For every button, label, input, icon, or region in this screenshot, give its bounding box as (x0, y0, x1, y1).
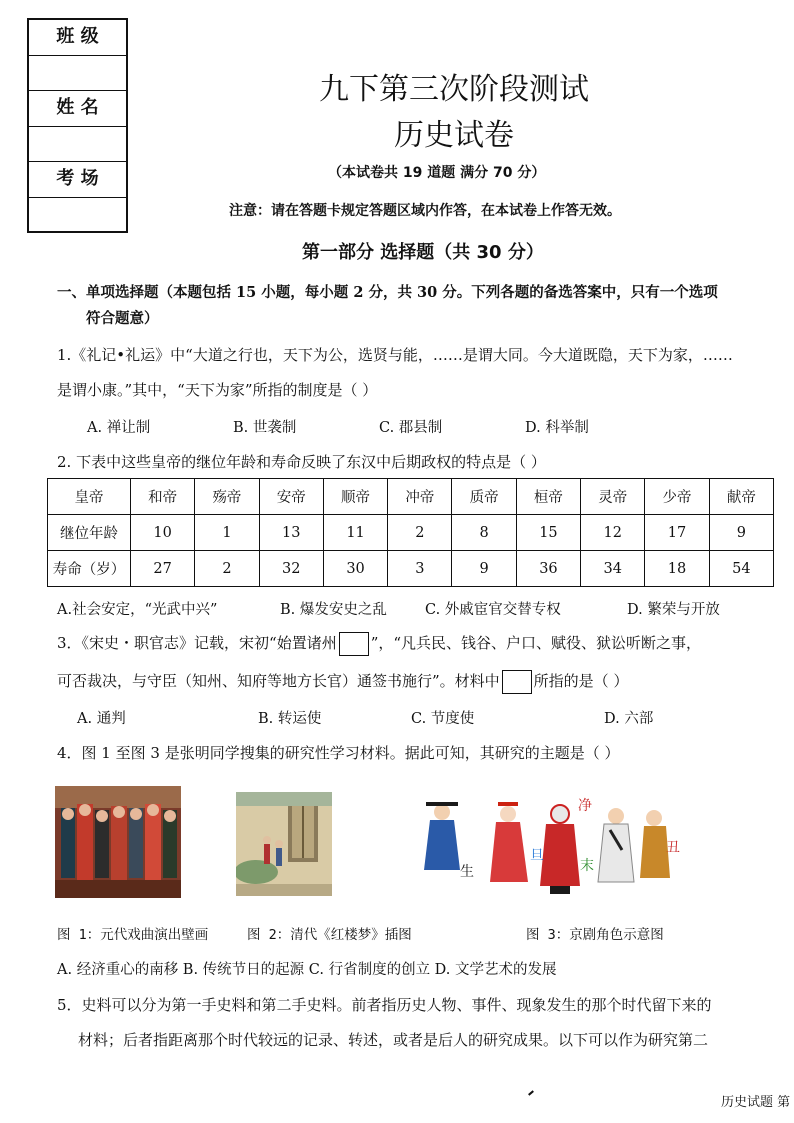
table-cell: 12 (581, 515, 645, 551)
page-footer: 历史试题 第 (721, 1095, 791, 1110)
q3-line2 (57, 670, 628, 694)
q2-option-b[interactable]: B. 爆发安史之乱 (280, 602, 387, 618)
table-cell: 8 (452, 515, 516, 551)
q1-option-d[interactable]: D. 科举制 (525, 420, 589, 436)
table-cell: 寿命（岁） (48, 551, 131, 587)
table-cell: 15 (516, 515, 580, 551)
sheng-figure (424, 804, 460, 870)
q2-stem: 2. 下表中这些皇帝的继位年龄和寿命反映了东汉中后期政权的特点是（ ） (57, 453, 546, 471)
table-cell: 献帝 (709, 479, 773, 515)
q3-blank-1 (339, 632, 369, 656)
emperor-table (47, 478, 774, 587)
q1-option-b[interactable]: B. 世袭制 (233, 420, 297, 436)
table-row (48, 515, 774, 551)
q3-option-c[interactable]: C. 节度使 (411, 711, 475, 727)
label-jing: 净 (578, 798, 592, 814)
q3-option-b[interactable]: B. 转运使 (258, 711, 322, 727)
figure2-caption: 图 2：清代《红楼梦》插图 (247, 927, 412, 943)
table-cell: 皇帝 (48, 479, 131, 515)
q3-line1-start: 3．《宋史・职官志》记载，宋初“始置诸州 (57, 634, 337, 652)
table-cell: 继位年龄 (48, 515, 131, 551)
q5-line1: 5．史料可以分为第一手史料和第二手史料。前者指历史人物、事件、现象发生的那个时代留下来的 (57, 996, 712, 1014)
table-cell: 27 (131, 551, 195, 587)
q3-line1-end: ”，“凡兵民、钱谷、户口、赋役、狱讼听断之事， (370, 634, 702, 652)
table-cell: 1 (195, 515, 259, 551)
table-cell: 18 (645, 551, 709, 587)
q2-option-a[interactable]: A.社会安定，“光武中兴” (57, 602, 218, 618)
table-cell: 顺帝 (323, 479, 387, 515)
table-cell: 36 (516, 551, 580, 587)
figure1-caption: 图 1：元代戏曲演出壁画 (57, 927, 209, 943)
q1-line1: 1.《礼记•礼运》中“大道之行也，天下为公，选贤与能，……是谓大同。今大道既隐，天下为家，…… (57, 346, 733, 364)
table-cell: 质帝 (452, 479, 516, 515)
table-cell: 安帝 (259, 479, 323, 515)
exam-notice: 注意：请在答题卡规定答题区域内作答，在本试卷上作答无效。 (229, 203, 621, 219)
q2-option-c[interactable]: C. 外戚宦官交替专权 (425, 602, 561, 618)
exam-info: （本试卷共 19 道题 满分 70 分） (328, 165, 546, 181)
q4-stem: 4．图 1 至图 3 是张明同学搜集的研究性学习材料。据此可知，其研究的主题是（ ） (57, 744, 620, 762)
table-cell: 9 (709, 515, 773, 551)
figure3-opera-roles-image (420, 790, 686, 900)
q1-option-a[interactable]: A. 禅让制 (87, 420, 151, 436)
dan-figure (490, 804, 528, 882)
label-mo: 末 (580, 858, 594, 874)
label-chou: 丑 (666, 840, 680, 856)
table-row (48, 551, 774, 587)
q2-option-d[interactable]: D. 繁荣与开放 (627, 602, 720, 618)
q3-option-a[interactable]: A. 通判 (77, 711, 126, 727)
table-cell: 32 (259, 551, 323, 587)
stray-mark (528, 1090, 534, 1095)
q1-line2: 是谓小康。”其中，“天下为家”所指的制度是（ ） (57, 381, 378, 399)
mo-figure (598, 808, 634, 882)
table-cell: 17 (645, 515, 709, 551)
table-cell: 11 (323, 515, 387, 551)
q3-blank-2 (502, 670, 532, 694)
table-cell: 3 (388, 551, 452, 587)
jing-figure (540, 805, 580, 894)
section-instructions-1: 一、单项选择题（本题包括 15 小题，每小题 2 分，共 30 分。下列各题的备选答案中，只有一个选项 (57, 284, 718, 301)
table-cell: 冲帝 (388, 479, 452, 515)
table-cell: 和帝 (131, 479, 195, 515)
table-cell: 9 (452, 551, 516, 587)
table-cell: 2 (195, 551, 259, 587)
table-cell: 30 (323, 551, 387, 587)
q5-line2: 材料；后者指距离那个时代较远的记录、转述，或者是后人的研究成果。以下可以作为研究第二 (78, 1031, 709, 1049)
room-field[interactable] (29, 198, 126, 234)
q4-options[interactable]: A. 经济重心的南移 B. 传统节日的起源 C. 行省制度的创立 D. 文学艺术的发展 (57, 962, 557, 978)
figure3-caption: 图 3：京剧角色示意图 (526, 927, 664, 943)
q3-line2-end: 所指的是（ ） (533, 672, 629, 690)
exam-subtitle: 历史试卷 (394, 118, 514, 153)
name-label: 姓 名 (29, 91, 126, 127)
section-instructions-2: 符合题意） (86, 310, 159, 327)
table-cell: 桓帝 (516, 479, 580, 515)
q3-option-d[interactable]: D. 六部 (604, 711, 654, 727)
q3-line2-start: 可否裁决，与守臣（知州、知府等地方长官）通签书施行”。材料中 (57, 672, 500, 690)
table-cell: 10 (131, 515, 195, 551)
table-cell: 13 (259, 515, 323, 551)
table-cell: 殇帝 (195, 479, 259, 515)
table-cell: 34 (581, 551, 645, 587)
label-sheng: 生 (460, 864, 474, 880)
figure1-mural-image (55, 786, 181, 898)
class-label: 班 级 (29, 20, 126, 56)
room-label: 考 场 (29, 162, 126, 198)
q3-line1 (57, 632, 701, 656)
table-row (48, 479, 774, 515)
table-cell: 少帝 (645, 479, 709, 515)
q1-option-c[interactable]: C. 郡县制 (379, 420, 443, 436)
table-cell: 灵帝 (581, 479, 645, 515)
table-cell: 2 (388, 515, 452, 551)
table-cell: 54 (709, 551, 773, 587)
figure2-illustration-image (236, 792, 332, 896)
exam-title: 九下第三次阶段测试 (319, 72, 589, 107)
label-dan: 旦 (530, 848, 544, 864)
part-title: 第一部分 选择题（共 30 分） (302, 242, 544, 263)
